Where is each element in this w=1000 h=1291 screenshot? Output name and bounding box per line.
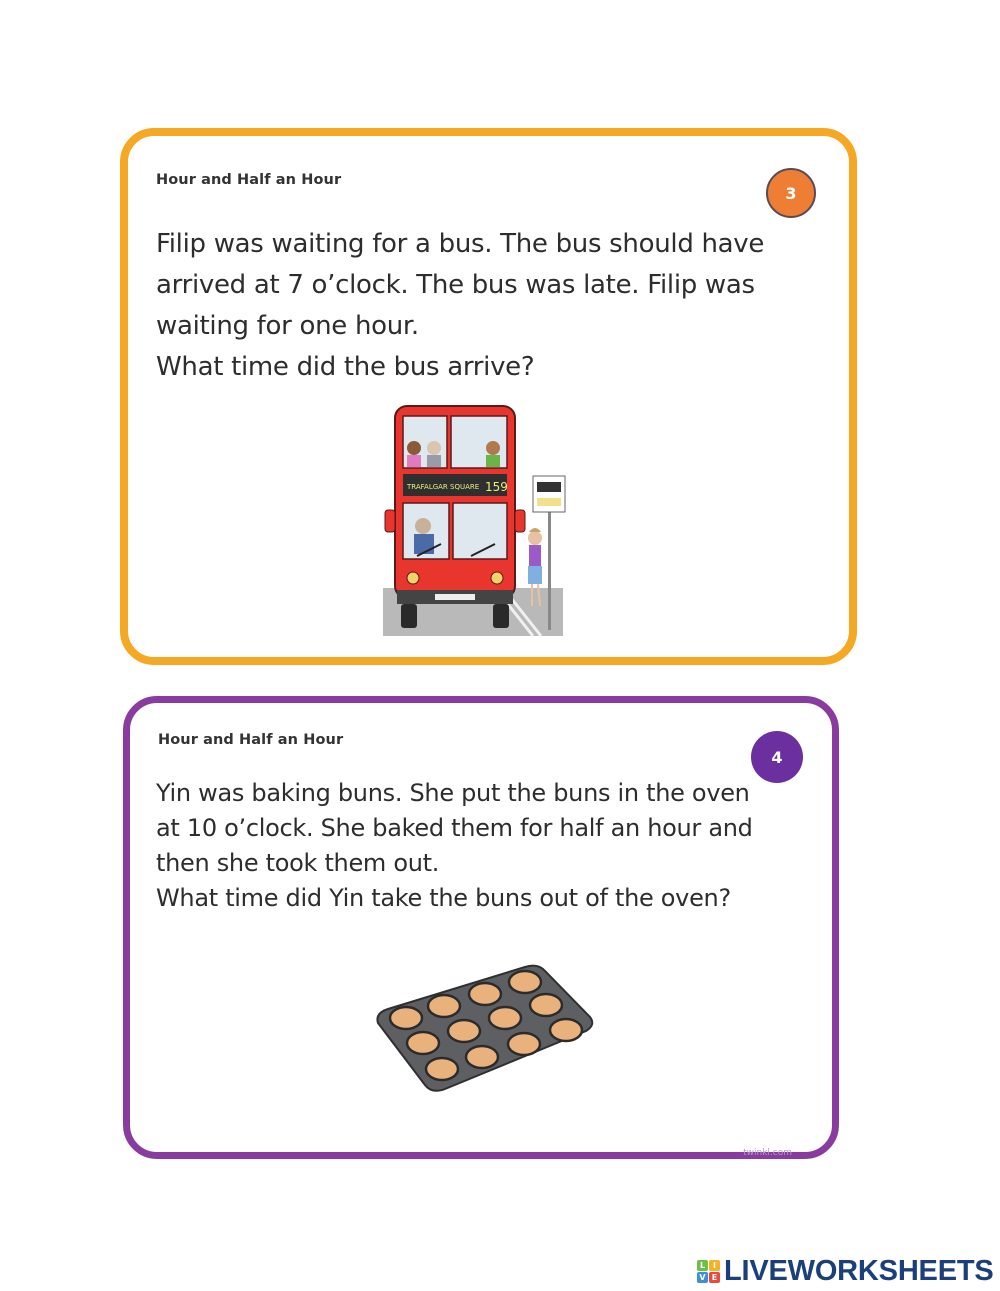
question-number-badge: 4 [751,731,803,783]
question-line: then she took them out. [156,849,440,877]
question-line: arrived at 7 o’clock. The bus was late. Filip was [156,270,755,300]
watermark: twinkl.com [743,1148,792,1158]
question-line: Filip was waiting for a bus. The bus should have [156,229,765,259]
muffin-tray-illustration-icon [370,961,600,1101]
liveworksheets-logo [697,1255,994,1287]
card-title: Hour and Half an Hour [158,732,344,748]
live-tiles-icon [697,1260,720,1283]
card-title: Hour and Half an Hour [156,172,342,188]
bus-illustration-icon [383,398,568,636]
logo-text: LIVEWORKSHEETS [724,1254,994,1287]
logo-tile: I [709,1260,720,1271]
question-line: waiting for one hour. [156,311,419,341]
logo-tile: V [697,1272,708,1283]
question-number-badge: 3 [766,168,816,218]
question-line: Yin was baking buns. She put the buns in the oven [156,779,750,807]
question-line: What time did Yin take the buns out of the oven? [156,884,731,912]
question-card-4 [123,696,839,1159]
question-card-3 [120,128,857,665]
logo-tile: L [697,1260,708,1271]
question-line: What time did the bus arrive? [156,352,535,382]
question-text [156,224,826,388]
svg-text:159: 159 [485,480,508,494]
svg-text:TRAFALGAR SQUARE: TRAFALGAR SQUARE [407,483,480,491]
logo-tile: E [709,1272,720,1283]
question-text [156,776,806,916]
question-line: at 10 o’clock. She baked them for half an hour and [156,814,753,842]
